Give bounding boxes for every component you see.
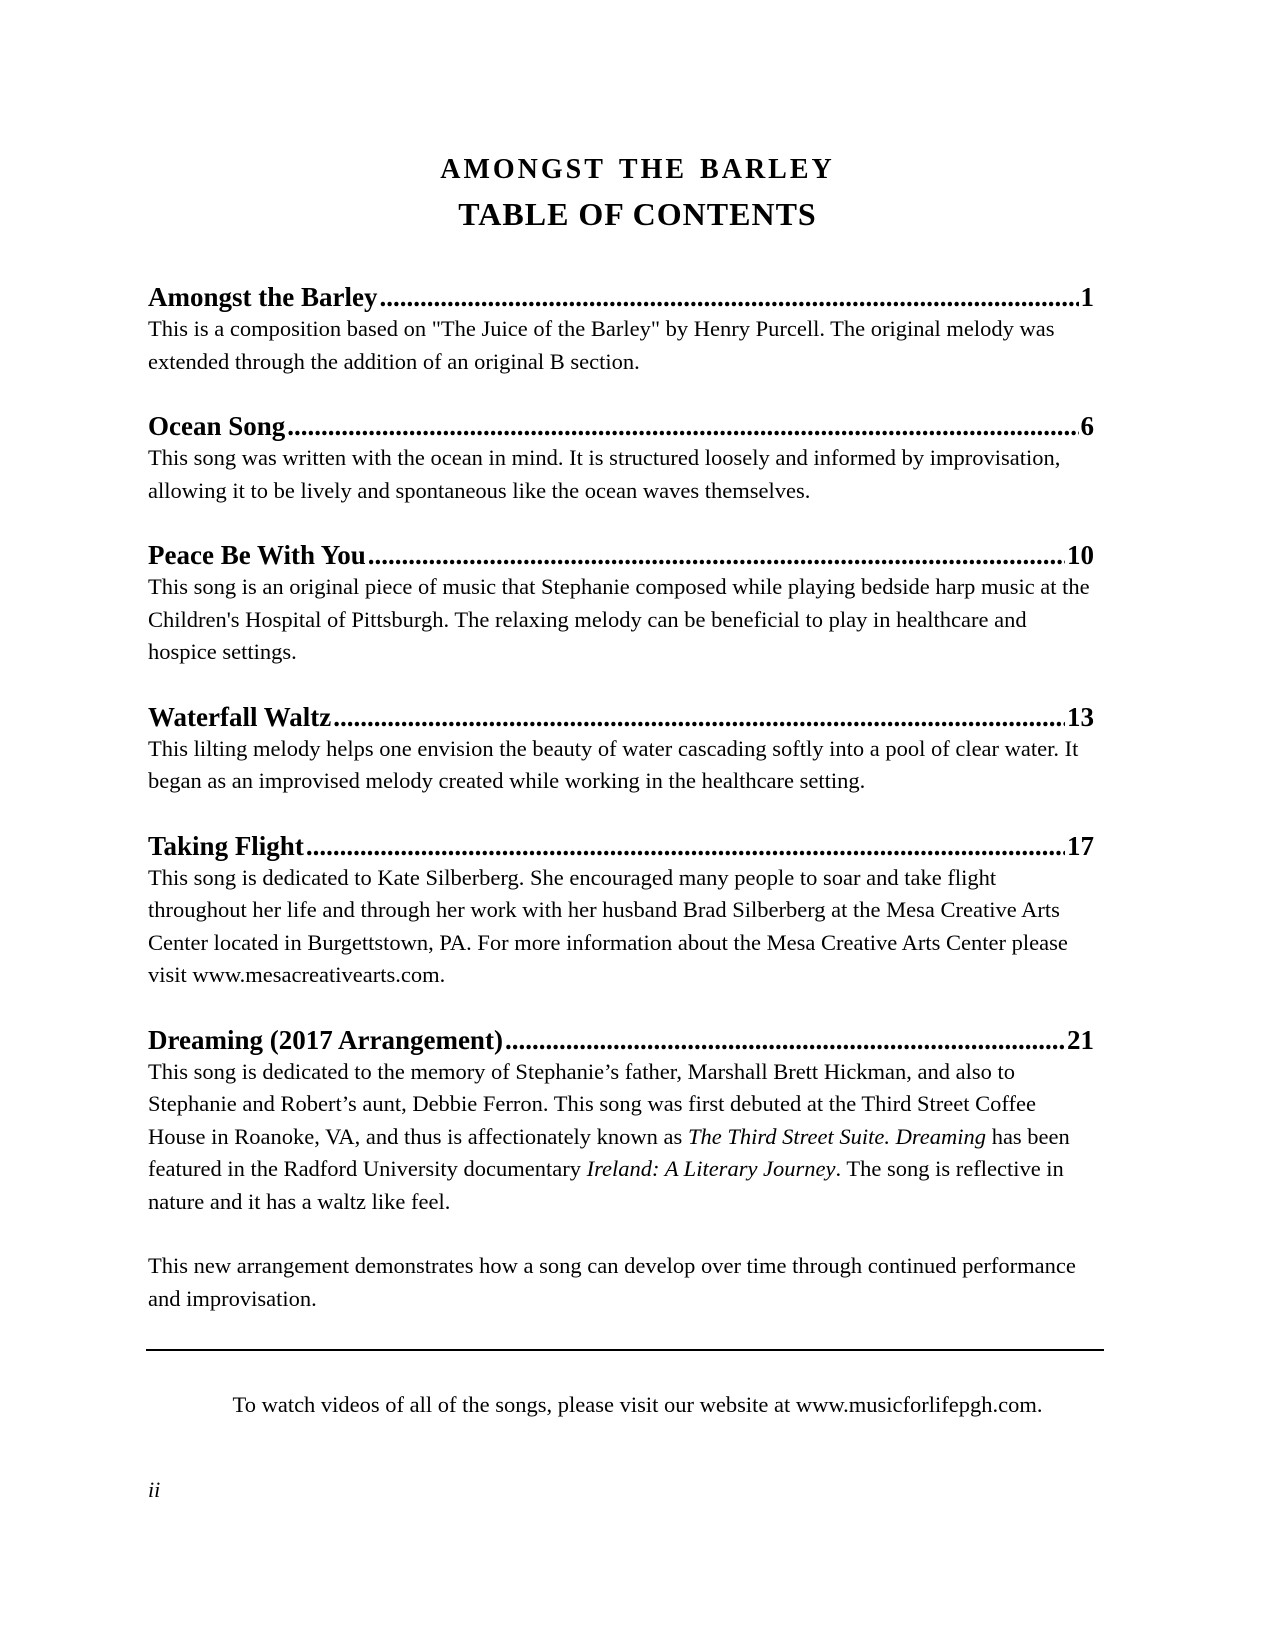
toc-entry-amongst-the-barley	[148, 281, 1094, 378]
toc-entry-heading[interactable]	[148, 281, 1094, 313]
toc-entry-heading[interactable]	[148, 701, 1094, 733]
toc-entry-page: 1	[1080, 282, 1094, 312]
toc-entry-page: 6	[1080, 411, 1094, 441]
desc-text: has been featured in the Radford University documentary	[148, 1123, 1070, 1181]
toc-entry-dreaming	[148, 1024, 1094, 1316]
toc-entry-title: Peace Be With You	[148, 540, 366, 570]
dot-leader	[333, 701, 1065, 733]
toc-entry-description: This lilting melody helps one envision the beauty of water cascading softly into a pool of clear water. It began as an improvised melody created while working in the healthcare setting.	[148, 735, 1079, 793]
dot-leader	[368, 539, 1065, 571]
toc-heading: TABLE OF CONTENTS	[458, 196, 817, 232]
toc-entry-ocean-song	[148, 410, 1094, 507]
dot-leader	[379, 281, 1078, 313]
toc-entry-page: 21	[1067, 1024, 1094, 1055]
toc-entry-title: Ocean Song	[148, 411, 286, 441]
desc-text: . The song is reflective in nature and it has a waltz like feel.	[148, 1156, 1064, 1214]
toc-entry-title: Amongst the Barley	[148, 282, 378, 312]
toc-entry-waterfall-waltz	[148, 701, 1094, 798]
toc-entry-taking-flight	[148, 830, 1094, 992]
toc-entry-heading[interactable]	[148, 1024, 1094, 1056]
toc-entry-peace-be-with-you	[148, 539, 1094, 669]
toc-entry-page: 17	[1067, 830, 1094, 861]
desc-text: This song is dedicated to the memory of Stephanie’s father, Marshall Brett Hickman, and also to Stephanie and Robert’s aunt, Debbie Ferron. This song was first debuted at the Third Street Coffee House in Roanoke, VA, and thus is affectionately known as	[148, 1058, 1036, 1149]
book-title: amongst the barley	[440, 142, 835, 187]
toc-entry-description	[148, 1056, 1094, 1219]
page-number: ii	[148, 1477, 161, 1502]
toc-entry-heading[interactable]	[148, 830, 1094, 862]
page-header	[0, 138, 1275, 234]
toc-entry-description: This song was written with the ocean in mind. It is structured loosely and informed by improvisation, allowing it to be lively and spontaneous like the ocean waves themselves.	[148, 445, 1061, 503]
toc-entry-title: Taking Flight	[148, 830, 304, 861]
horizontal-rule	[146, 1349, 1104, 1351]
toc-entry-description: This is a composition based on "The Juice of the Barley" by Henry Purcell. The original melody was extended through the addition of an original B section.	[148, 316, 1055, 374]
toc-entry-description-note: This new arrangement demonstrates how a song can develop over time through continued performance and improvisation.	[148, 1253, 1076, 1311]
toc-entry-description: This song is an original piece of music that Stephanie composed while playing bedside harp music at the Children's Hospital of Pittsburgh. The relaxing melody can be beneficial to play in healthcare and hospice settings.	[148, 574, 1090, 664]
toc-entry-page: 13	[1067, 701, 1094, 732]
toc-entry-title: Waterfall Waltz	[148, 701, 332, 732]
dot-leader	[306, 830, 1065, 862]
italic-title: The Third Street Suite.	[687, 1123, 891, 1149]
toc-entry-heading[interactable]	[148, 410, 1094, 442]
website-note: To watch videos of all of the songs, please visit our website at www.musicforlifepgh.com.	[232, 1392, 1043, 1417]
dot-leader	[505, 1024, 1065, 1056]
toc-entry-description: This song is dedicated to Kate Silberberg. She encouraged many people to soar and take flight throughout her life and through her work with her husband Brad Silberberg at the Mesa Creative Arts Center located in Burgettstown, PA. For more information about the Mesa Creative Arts Center please visit www.mesacreativearts.com.	[148, 864, 1068, 987]
italic-title: Ireland: A Literary Journey	[586, 1156, 836, 1181]
toc-entry-page: 10	[1067, 540, 1094, 570]
toc-entry-heading[interactable]	[148, 539, 1094, 571]
table-of-contents	[148, 281, 1094, 1347]
italic-title: Dreaming	[895, 1123, 987, 1149]
toc-entry-title: Dreaming (2017 Arrangement)	[148, 1024, 503, 1055]
dot-leader	[287, 410, 1078, 442]
